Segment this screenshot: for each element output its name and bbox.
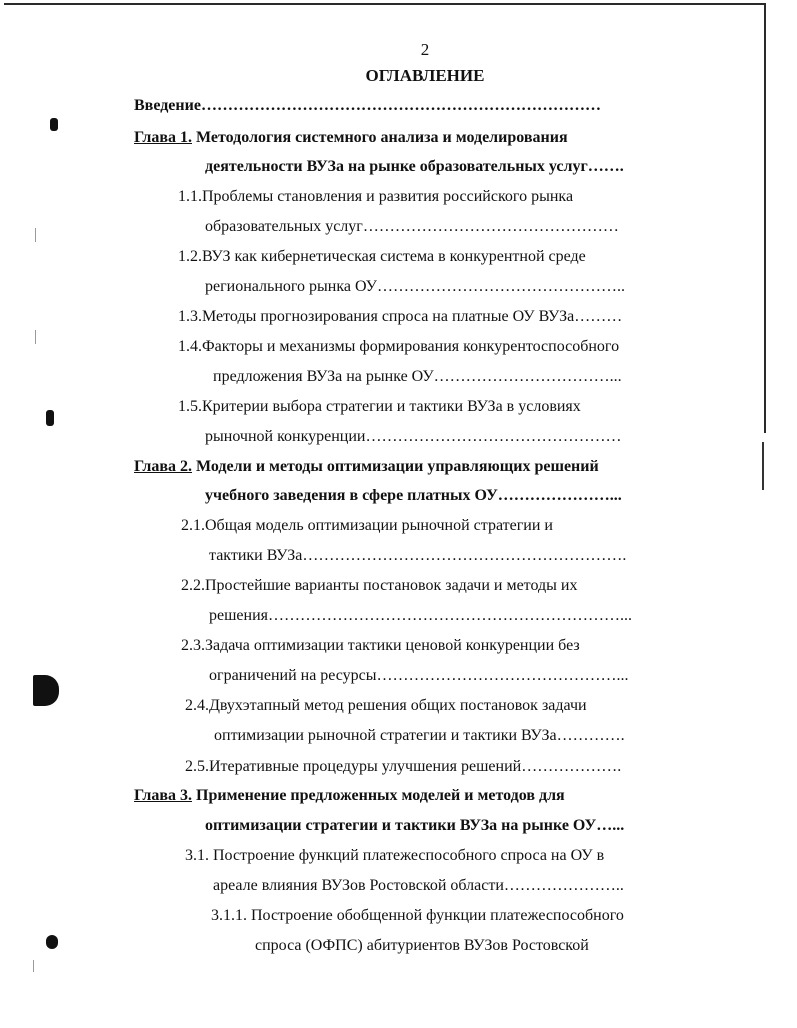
toc-section-2-4-line1: 2.4.Двухэтапный метод решения общих постановок задачи xyxy=(185,697,587,714)
toc-section-1-1-line2: образовательных услуг………………………………………… xyxy=(205,218,619,235)
scan-border-top xyxy=(4,3,766,5)
toc-section-2-2-line2: решения…………………………………………………………... xyxy=(209,607,633,624)
toc-section-3-1-1-line1: 3.1.1. Построение обобщенной функции платежеспособного xyxy=(211,907,624,924)
chapter-3-title-line1: Применение предложенных моделей и методов для xyxy=(196,787,565,804)
toc-section-3-1-line1: 3.1. Построение функций платежеспособного спроса на ОУ в xyxy=(185,847,605,864)
toc-section-1-4-line2: предложения ВУЗа на рынке ОУ……………………………... xyxy=(213,368,622,385)
chapter-2-label: Глава 2. xyxy=(134,458,192,475)
scan-line xyxy=(35,330,36,344)
toc-chapter-2-line1 xyxy=(134,457,599,477)
toc-intro: Введение………………………………………………………………… xyxy=(134,97,601,114)
toc-chapter-3-line1 xyxy=(134,786,565,806)
toc-section-1-2-line2: регионального рынка ОУ……………………………………….. xyxy=(205,278,625,295)
binding-hole-mark xyxy=(50,118,58,131)
scan-line xyxy=(33,960,34,972)
toc-section-1-2-line1: 1.2.ВУЗ как кибернетическая система в конкурентной среде xyxy=(178,248,586,265)
toc-section-3-1-line2: ареале влияния ВУЗов Ростовской области………………….. xyxy=(213,877,624,894)
page-title: ОГЛАВЛЕНИЕ xyxy=(365,66,485,85)
toc-section-2-3-line2: ограничений на ресурсы………………………………………... xyxy=(209,667,629,684)
toc-section-2-2-line1: 2.2.Простейшие варианты постановок задачи и методы их xyxy=(181,577,578,594)
chapter-3-label: Глава 3. xyxy=(134,787,192,804)
chapter-2-title-line1: Модели и методы оптимизации управляющих решений xyxy=(196,458,599,475)
toc-section-1-3-line1: 1.3.Методы прогнозирования спроса на платные ОУ ВУЗа……… xyxy=(178,308,623,325)
toc-section-2-3-line1: 2.3.Задача оптимизации тактики ценовой конкуренции без xyxy=(181,637,580,654)
toc-section-2-1-line2: тактики ВУЗа……………………………………………………. xyxy=(209,547,627,564)
binding-hole-mark xyxy=(33,675,59,706)
binding-hole-mark xyxy=(46,935,58,949)
scan-line xyxy=(35,228,36,242)
chapter-1-title-line2: деятельности ВУЗа на рынке образовательных услуг……. xyxy=(205,158,624,175)
binding-hole-mark xyxy=(46,410,54,426)
toc-section-1-1-line1: 1.1.Проблемы становления и развития российского рынка xyxy=(178,188,574,205)
chapter-2-title-line2: учебного заведения в сфере платных ОУ…………………... xyxy=(205,487,622,504)
scan-edge-right xyxy=(762,442,764,490)
page-number: 2 xyxy=(420,40,430,59)
toc-section-2-4-line2: оптимизации рыночной стратегии и тактики ВУЗа…………. xyxy=(214,727,625,744)
toc-section-2-5-line1: 2.5.Итеративные процедуры улучшения решений………………. xyxy=(185,758,622,775)
toc-section-3-1-1-line2: спроса (ОФПС) абитуриентов ВУЗов Ростовской xyxy=(255,937,589,954)
chapter-3-title-line2: оптимизации стратегии и тактики ВУЗа на рынке ОУ…... xyxy=(205,817,625,834)
toc-chapter-1-line1 xyxy=(134,128,568,148)
chapter-1-label: Глава 1. xyxy=(134,129,192,146)
toc-section-2-1-line1: 2.1.Общая модель оптимизации рыночной стратегии и xyxy=(181,517,553,534)
toc-section-1-5-line2: рыночной конкуренции………………………………………… xyxy=(205,428,622,445)
toc-section-1-4-line1: 1.4.Факторы и механизмы формирования конкурентоспособного xyxy=(178,338,620,355)
toc-section-1-5-line1: 1.5.Критерии выбора стратегии и тактики ВУЗа в условиях xyxy=(178,398,581,415)
chapter-1-title-line1: Методология системного анализа и моделирования xyxy=(196,129,568,146)
